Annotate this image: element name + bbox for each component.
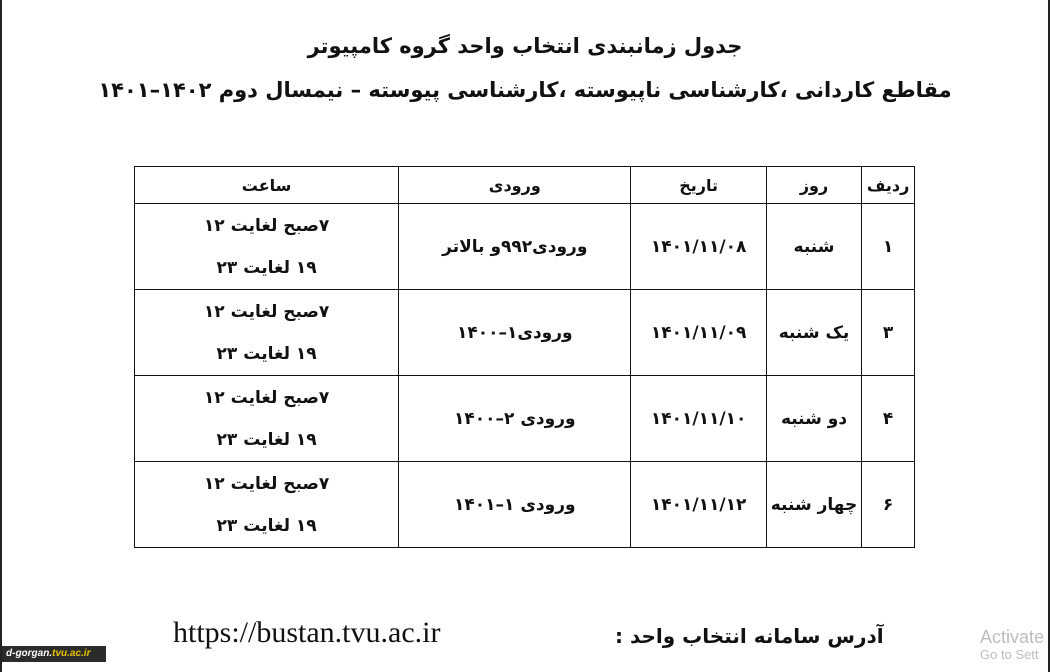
cell-saat bbox=[135, 290, 399, 376]
cell-ruz: یک شنبه bbox=[766, 290, 861, 376]
header-tarikh: تاریخ bbox=[631, 167, 766, 204]
cell-radif: ۴ bbox=[862, 376, 915, 462]
cell-radif: ۱ bbox=[862, 204, 915, 290]
saat-evening: ۱۹ لغایت ۲۳ bbox=[216, 343, 317, 364]
cell-radif: ۳ bbox=[862, 290, 915, 376]
document-title: جدول زمانبندی انتخاب واحد گروه کامپیوتر bbox=[307, 34, 743, 58]
saat-morning: ۷صبح لغایت ۱۲ bbox=[203, 387, 330, 408]
cell-tarikh: ۱۴۰۱/۱۱/۰۸ bbox=[631, 204, 766, 290]
cell-saat bbox=[135, 376, 399, 462]
cell-ruz: چهار شنبه bbox=[766, 462, 861, 548]
header-vorudi: ورودی bbox=[399, 167, 631, 204]
header-saat: ساعت bbox=[135, 167, 399, 204]
logo-prefix: d-gorgan. bbox=[6, 648, 53, 659]
cell-saat bbox=[135, 204, 399, 290]
table-header-row bbox=[135, 167, 915, 204]
cell-saat bbox=[135, 462, 399, 548]
cell-tarikh: ۱۴۰۱/۱۱/۰۹ bbox=[631, 290, 766, 376]
saat-morning: ۷صبح لغایت ۱۲ bbox=[203, 301, 330, 322]
cell-ruz: دو شنبه bbox=[766, 376, 861, 462]
table-row bbox=[135, 462, 915, 548]
cell-tarikh: ۱۴۰۱/۱۱/۱۰ bbox=[631, 376, 766, 462]
schedule-table bbox=[134, 166, 915, 548]
table-row bbox=[135, 290, 915, 376]
logo-accent: tvu.ac.ir bbox=[52, 648, 91, 659]
saat-evening: ۱۹ لغایت ۲۳ bbox=[216, 515, 317, 536]
saat-evening: ۱۹ لغایت ۲۳ bbox=[216, 257, 317, 278]
table-row bbox=[135, 376, 915, 462]
saat-morning: ۷صبح لغایت ۱۲ bbox=[203, 215, 330, 236]
document-subtitle: مقاطع کاردانی ،کارشناسی ناپیوسته ،کارشناسی پیوسته – نیمسال دوم ۱۴۰۲–۱۴۰۱ bbox=[98, 78, 952, 102]
header-radif: ردیف bbox=[862, 167, 915, 204]
cell-vorudi: ورودی۱–۱۴۰۰ bbox=[399, 290, 631, 376]
registration-url[interactable]: https://bustan.tvu.ac.ir bbox=[173, 616, 441, 649]
cell-vorudi: ورودی ۲–۱۴۰۰ bbox=[399, 376, 631, 462]
table-row bbox=[135, 204, 915, 290]
cell-radif: ۶ bbox=[862, 462, 915, 548]
site-logo bbox=[2, 646, 106, 662]
saat-evening: ۱۹ لغایت ۲۳ bbox=[216, 429, 317, 450]
cell-vorudi: ورودی۹۹۲و بالاتر bbox=[399, 204, 631, 290]
cell-tarikh: ۱۴۰۱/۱۱/۱۲ bbox=[631, 462, 766, 548]
saat-morning: ۷صبح لغایت ۱۲ bbox=[203, 473, 330, 494]
address-label: آدرس سامانه انتخاب واحد : bbox=[615, 624, 884, 648]
cell-vorudi: ورودی ۱–۱۴۰۱ bbox=[399, 462, 631, 548]
activate-windows-watermark bbox=[980, 628, 1044, 662]
watermark-line2: Go to Sett bbox=[980, 646, 1039, 662]
cell-ruz: شنبه bbox=[766, 204, 861, 290]
header-ruz: روز bbox=[766, 167, 861, 204]
watermark-line1: Activate bbox=[980, 627, 1045, 647]
